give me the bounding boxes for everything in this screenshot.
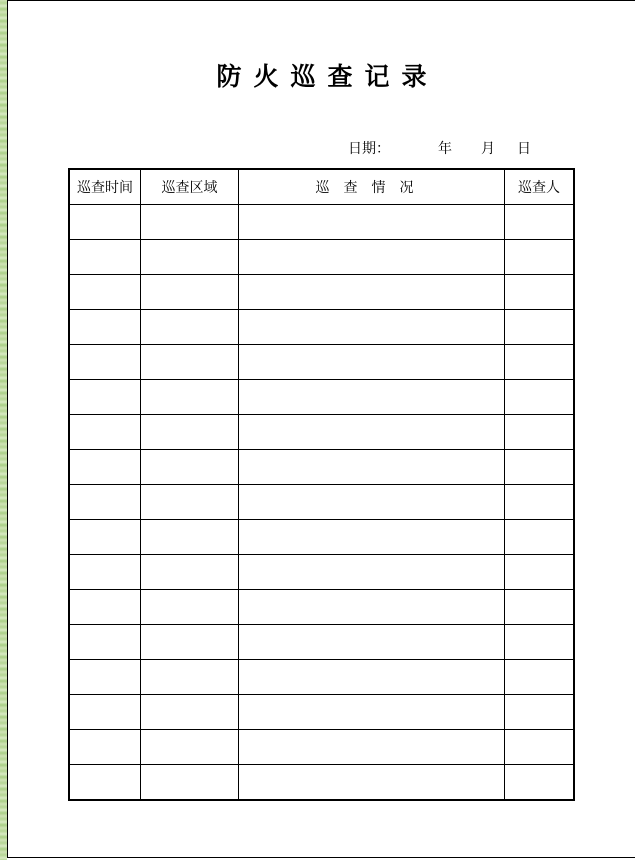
date-label: 日期： — [348, 141, 390, 157]
cell-patrol-time — [69, 625, 141, 660]
header-patrol-person: 巡查人 — [505, 169, 575, 205]
cell-patrol-situation — [239, 345, 505, 380]
cell-patrol-situation — [239, 625, 505, 660]
cell-patrol-situation — [239, 555, 505, 590]
document-title: 防火巡查记录 — [216, 62, 439, 91]
cell-patrol-time — [69, 485, 141, 520]
cell-patrol-area — [141, 485, 239, 520]
cell-patrol-situation — [239, 275, 505, 310]
table-row — [69, 590, 574, 625]
document-page — [7, 0, 636, 858]
table-header-row — [69, 169, 574, 205]
cell-patrol-person — [505, 205, 575, 240]
cell-patrol-time — [69, 205, 141, 240]
cell-patrol-situation — [239, 765, 505, 801]
cell-patrol-area — [141, 625, 239, 660]
cell-patrol-area — [141, 205, 239, 240]
cell-patrol-situation — [239, 310, 505, 345]
cell-patrol-time — [69, 520, 141, 555]
cell-patrol-person — [505, 520, 575, 555]
table-row — [69, 660, 574, 695]
cell-patrol-area — [141, 695, 239, 730]
cell-patrol-area — [141, 415, 239, 450]
cell-patrol-situation — [239, 240, 505, 275]
cell-patrol-area — [141, 520, 239, 555]
cell-patrol-situation — [239, 695, 505, 730]
table-body — [69, 205, 574, 801]
table-row — [69, 625, 574, 660]
date-month-label: 月 — [481, 141, 495, 157]
cell-patrol-person — [505, 765, 575, 801]
patrol-log-table — [68, 168, 575, 801]
table-row — [69, 310, 574, 345]
table-row — [69, 380, 574, 415]
table-row — [69, 415, 574, 450]
table-row — [69, 695, 574, 730]
table-row — [69, 520, 574, 555]
cell-patrol-situation — [239, 485, 505, 520]
cell-patrol-situation — [239, 205, 505, 240]
table-row — [69, 765, 574, 801]
cell-patrol-area — [141, 450, 239, 485]
cell-patrol-person — [505, 555, 575, 590]
table-row — [69, 345, 574, 380]
cell-patrol-situation — [239, 590, 505, 625]
cell-patrol-area — [141, 275, 239, 310]
cell-patrol-area — [141, 765, 239, 801]
cell-patrol-person — [505, 345, 575, 380]
table-row — [69, 730, 574, 765]
cell-patrol-time — [69, 310, 141, 345]
cell-patrol-area — [141, 555, 239, 590]
cell-patrol-time — [69, 380, 141, 415]
date-line — [348, 138, 531, 158]
cell-patrol-time — [69, 660, 141, 695]
cell-patrol-time — [69, 345, 141, 380]
cell-patrol-person — [505, 415, 575, 450]
cell-patrol-area — [141, 730, 239, 765]
cell-patrol-person — [505, 380, 575, 415]
table-row — [69, 485, 574, 520]
cell-patrol-situation — [239, 520, 505, 555]
cell-patrol-time — [69, 765, 141, 801]
cell-patrol-person — [505, 240, 575, 275]
table-row — [69, 450, 574, 485]
cell-patrol-time — [69, 730, 141, 765]
table-row — [69, 275, 574, 310]
cell-patrol-situation — [239, 660, 505, 695]
cell-patrol-situation — [239, 450, 505, 485]
cell-patrol-person — [505, 590, 575, 625]
cell-patrol-time — [69, 275, 141, 310]
date-year-label: 年 — [438, 141, 452, 157]
cell-patrol-person — [505, 310, 575, 345]
cell-patrol-area — [141, 590, 239, 625]
cell-patrol-area — [141, 660, 239, 695]
table-row — [69, 240, 574, 275]
cell-patrol-time — [69, 590, 141, 625]
cell-patrol-time — [69, 240, 141, 275]
cell-patrol-person — [505, 485, 575, 520]
cell-patrol-person — [505, 695, 575, 730]
cell-patrol-situation — [239, 380, 505, 415]
right-margin — [635, 0, 639, 860]
cell-patrol-time — [69, 555, 141, 590]
cell-patrol-person — [505, 660, 575, 695]
table-row — [69, 555, 574, 590]
header-patrol-situation: 巡查情况 — [239, 169, 505, 205]
date-day-label: 日 — [517, 141, 531, 157]
cell-patrol-area — [141, 310, 239, 345]
cell-patrol-area — [141, 240, 239, 275]
cell-patrol-person — [505, 275, 575, 310]
cell-patrol-person — [505, 450, 575, 485]
left-margin-strip — [0, 0, 7, 860]
cell-patrol-situation — [239, 415, 505, 450]
cell-patrol-time — [69, 695, 141, 730]
cell-patrol-person — [505, 730, 575, 765]
cell-patrol-area — [141, 345, 239, 380]
cell-patrol-situation — [239, 730, 505, 765]
header-patrol-time: 巡查时间 — [69, 169, 141, 205]
cell-patrol-area — [141, 380, 239, 415]
header-patrol-area: 巡查区域 — [141, 169, 239, 205]
cell-patrol-time — [69, 450, 141, 485]
cell-patrol-time — [69, 415, 141, 450]
table-row — [69, 205, 574, 240]
cell-patrol-person — [505, 625, 575, 660]
